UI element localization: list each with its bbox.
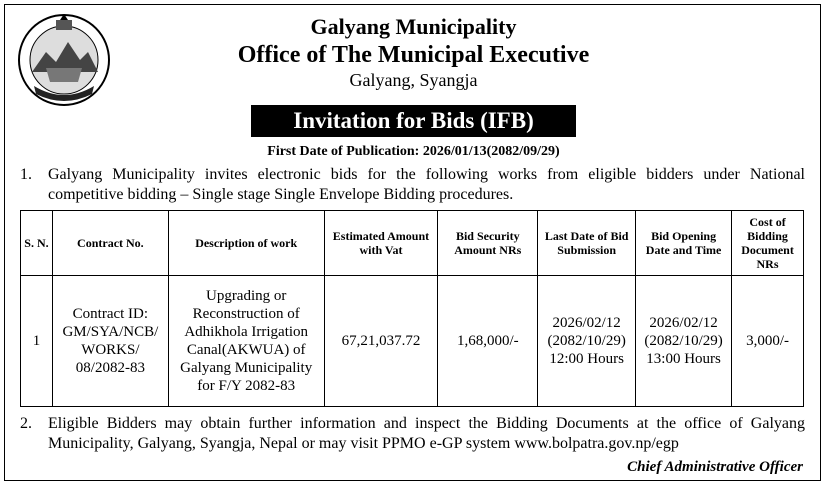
- paragraph-text: Galyang Municipality invites electronic bids for the following works from eligible bidders under National competitive bidding – Single stage Single Envelope Bidding procedures.: [48, 166, 805, 203]
- column-header: Bid Opening Date and Time: [636, 211, 732, 276]
- cell-description: Upgrading or Reconstruction of Adhikhola Irrigation Canal(AKWUA) of Galyang Municipality for F/Y 2082-83: [168, 276, 324, 407]
- ifb-banner: Invitation for Bids (IFB): [251, 105, 575, 137]
- paragraph-1: [20, 165, 805, 205]
- cell-last-date: 2026/02/12 (2082/10/29) 12:00 Hours: [538, 276, 636, 407]
- office-name: Office of The Municipal Executive: [237, 42, 590, 68]
- column-header: Contract No.: [52, 211, 168, 276]
- cell-cost: 3,000/-: [732, 276, 804, 407]
- column-header: S. N.: [21, 211, 53, 276]
- column-header: Description of work: [168, 211, 324, 276]
- cell-contract: Contract ID: GM/SYA/NCB/ WORKS/ 08/2082-83: [52, 276, 168, 407]
- table-row: [21, 276, 804, 407]
- column-header: Bid Security Amount NRs: [438, 211, 538, 276]
- cell-amount: 67,21,037.72: [324, 276, 438, 407]
- ifb-banner-wrap: [0, 105, 827, 137]
- bids-table: [20, 210, 804, 407]
- cell-security: 1,68,000/-: [438, 276, 538, 407]
- column-header: Cost of Bidding Document NRs: [732, 211, 804, 276]
- office-location: Galyang, Syangja: [349, 70, 478, 90]
- municipality-name: Galyang Municipality: [310, 14, 517, 39]
- table-header-row: [21, 211, 804, 276]
- paragraph-number: 1.: [20, 166, 32, 183]
- paragraph-text: Eligible Bidders may obtain further information and inspect the Bidding Documents at the office of Galyang Municipality, Galyang, Syangja, Nepal or may visit PPMO e-GP system www.bolpatra.gov.np/egp: [48, 415, 805, 452]
- signature: Chief Administrative Officer: [627, 459, 803, 475]
- cell-sn: 1: [21, 276, 53, 407]
- paragraph-number: 2.: [20, 415, 32, 432]
- publication-date: First Date of Publication: 2026/01/13(2082/09/29): [267, 144, 560, 159]
- paragraph-2: [20, 414, 805, 454]
- cell-opening: 2026/02/12 (2082/10/29) 13:00 Hours: [636, 276, 732, 407]
- column-header: Last Date of Bid Submission: [538, 211, 636, 276]
- column-header: Estimated Amount with Vat: [324, 211, 438, 276]
